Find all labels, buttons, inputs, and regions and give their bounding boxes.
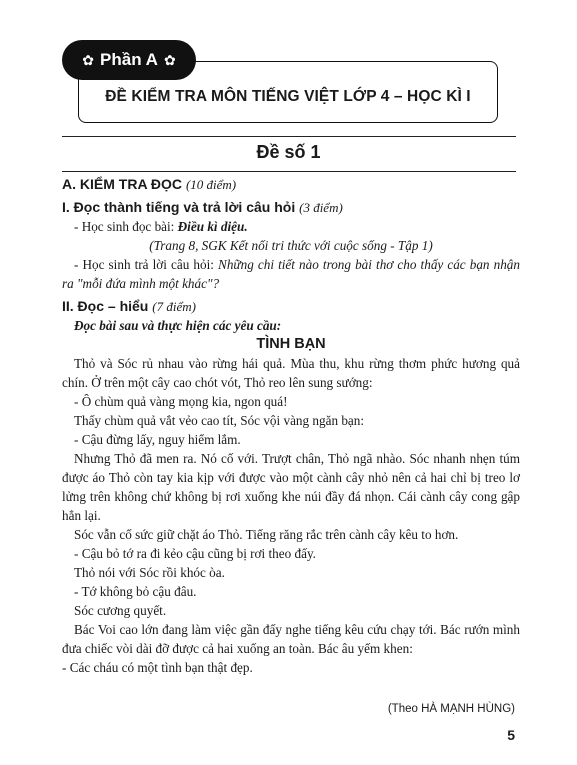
part1-reading-title: Điều kì diệu.	[177, 219, 248, 234]
story-paragraph: - Cậu bỏ tớ ra đi kẻo cậu cũng bị rơi theo đấy.	[74, 546, 316, 561]
story-source: (Theo HÀ MẠNH HÙNG)	[387, 703, 515, 715]
part1-line2: (Trang 8, SGK Kết nối tri thức với cuộc sống - Tập 1)	[149, 238, 433, 253]
document-body	[62, 175, 520, 677]
part2-instruction: Đọc bài sau và thực hiện các yêu cầu:	[74, 318, 282, 333]
part2-points: (7 điểm)	[152, 299, 196, 314]
part1-line1	[62, 217, 520, 236]
story-paragraph: Sóc cương quyết.	[74, 603, 167, 618]
part1-heading	[62, 198, 520, 217]
section-tab-label: Phần A	[100, 50, 158, 69]
section-tab	[62, 40, 196, 80]
story-paragraph: - Tớ không bỏ cậu đâu.	[74, 584, 197, 599]
story-paragraph: Sóc vẫn cố sức giữ chặt áo Thỏ. Tiếng răng rắc trên cành cây kêu to hơn.	[74, 527, 459, 542]
story-paragraph: Thấy chùm quả vắt vẻo cao tít, Sóc vội vàng ngăn bạn:	[74, 413, 365, 428]
story-title: TÌNH BẠN	[256, 336, 326, 352]
divider-top	[62, 136, 516, 137]
story-paragraph: Thỏ và Sóc rủ nhau vào rừng hái quả. Mùa thu, khu rừng thơm phức hương quả chín. Ở trên một cây cao chót vót, Thỏ reo lên sung sướng:	[62, 356, 520, 390]
story-paragraph: Bác Voi cao lớn đang làm việc gần đấy nghe tiếng kêu cứu chạy tới. Bác rướn mình đưa chiếc vòi dài đỡ được cả hai xuống an toàn. Bác âu yếm khen:	[62, 622, 520, 656]
section-a-points: (10 điểm)	[185, 177, 237, 192]
part1-question: Những chi tiết nào trong bài thơ cho thấy các bạn nhận ra "mỗi đứa mình một khác"?	[62, 257, 520, 291]
flower-icon: ✿	[163, 52, 176, 68]
divider-bottom	[62, 171, 516, 172]
part1-title: I. Đọc thành tiếng và trả lời câu hỏi	[62, 199, 296, 215]
exam-title: Đề số 1	[256, 142, 321, 162]
story-paragraph: - Các cháu có một tình bạn thật đẹp.	[62, 660, 253, 675]
part2-title: II. Đọc – hiểu	[62, 298, 149, 314]
story-paragraph: Nhưng Thỏ đã men ra. Nó cố với. Trượt chân, Thỏ ngã nhào. Sóc nhanh nhẹn túm được áo Thỏ còn tay kia kịp với được vào một cành cây nhỏ nên cả hai chỉ bị treo lơ lửng trên không chứ không bị rơi xuống khe núi đầy đá nhọn. Cái cành cây cong gập hẳn lại.	[62, 451, 520, 523]
part1-points: (3 điểm)	[299, 200, 343, 215]
part1-line1-prefix: - Học sinh đọc bài:	[74, 219, 178, 234]
story-paragraph: Thỏ nói với Sóc rồi khóc òa.	[74, 565, 225, 580]
page-number: 5	[507, 727, 515, 743]
section-a-heading	[62, 175, 520, 194]
header-title: ĐỀ KIỂM TRA MÔN TIẾNG VIỆT LỚP 4 – HỌC KÌ I	[105, 88, 471, 105]
story-paragraph: - Cậu đừng lấy, nguy hiểm lắm.	[74, 432, 241, 447]
section-a-title: A. KIỂM TRA ĐỌC	[62, 176, 183, 192]
part2-heading	[62, 297, 520, 316]
flower-icon: ✿	[82, 52, 95, 68]
part1-line3-prefix: - Học sinh trả lời câu hỏi:	[74, 257, 219, 272]
part1-line3	[62, 255, 520, 293]
story-paragraph: - Ô chùm quả vàng mọng kia, ngon quá!	[74, 394, 288, 409]
